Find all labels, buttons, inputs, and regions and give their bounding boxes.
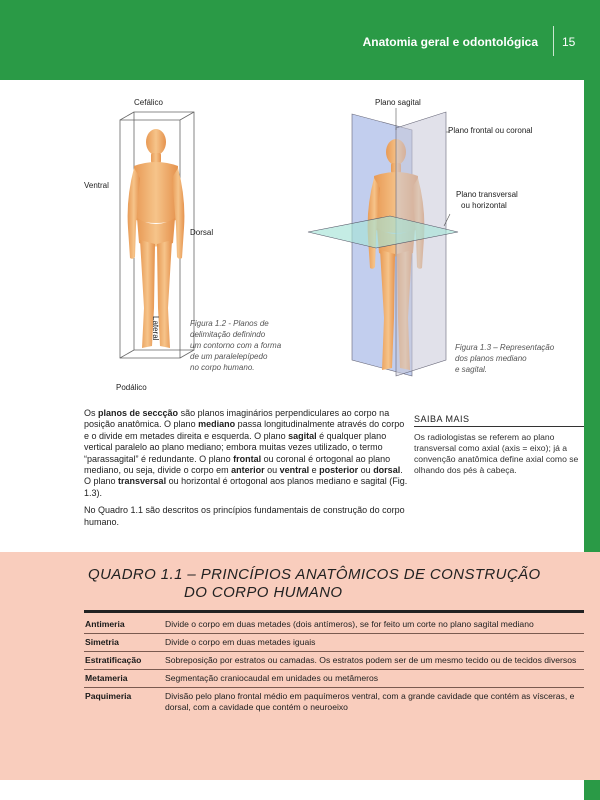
term-mediano: mediano [198, 419, 236, 430]
label-podalico: Podálico [116, 383, 147, 392]
quadro-title-line-2: DO CORPO HUMANO [184, 584, 343, 601]
row-description: Divide o corpo em duas metades (dois antímeros), se for feito um corte no plano sagital mediano [165, 616, 584, 634]
caption-line: delimitação definindo [190, 330, 266, 339]
row-description: Segmentação craniocaudal em unidades ou metâmeros [165, 670, 584, 688]
label-plano-transversal-2: ou horizontal [461, 201, 507, 210]
row-description: Divide o corpo em duas metades iguais [165, 634, 584, 652]
quadro-title-line-1: QUADRO 1.1 – PRINCÍPIOS ANATÔMICOS DE CONSTRUÇÃO [88, 566, 541, 583]
body-text [84, 408, 410, 534]
label-dorsal: Dorsal [190, 228, 214, 237]
table-row [84, 670, 584, 688]
paragraph-quadro-ref: No Quadro 1.1 são descritos os princípios fundamentais de construção do corpo humano. [84, 505, 405, 527]
text-run: é qualquer plano vertical paralelo ao plano mediano; embora muitas vezes utilizado, o termo “parassagital” é redundante. O plano [84, 430, 387, 464]
row-term: Metameria [84, 670, 165, 688]
quadro-title [88, 566, 541, 602]
row-description: Divisão pelo plano frontal médio em paquímeros ventral, com a grande cavidade que contém as vísceras, e dorsal, com a cavidade que contém o neuroeixo [165, 691, 575, 712]
row-term: Estratificação [84, 652, 165, 670]
text-run: ou coronal é ortogonal ao plano mediano, ou seja, divide o corpo em [84, 453, 391, 476]
paragraph-planos [84, 408, 410, 499]
figure-1-3-caption [455, 342, 554, 375]
text-run: são planos imaginários perpendiculares ao corpo na posição anatômica. O plano [84, 408, 390, 430]
page-number: 15 [562, 35, 576, 49]
caption-line: e sagital. [455, 365, 488, 374]
text-run: Os [84, 408, 99, 418]
term-frontal: frontal [233, 453, 262, 464]
caption-line: de um paralelepípedo [190, 352, 268, 361]
label-ventral: Ventral [84, 181, 109, 190]
row-term: Antimeria [84, 616, 165, 634]
term-planos-de-seccao: planos de seccção [98, 408, 179, 418]
chapter-title: Anatomia geral e odontológica [362, 35, 538, 49]
text-run: ou [264, 465, 280, 476]
table-row [84, 688, 584, 717]
text-run: passa longitudinalmente através do corpo e o divide em metades direita e esquerda. O plano [84, 419, 405, 441]
term-posterior: posterior [319, 465, 359, 476]
caption-line: Figura 1.2 - Planos de [190, 319, 269, 328]
term-transversal: transversal [118, 476, 167, 487]
saiba-mais-text: Os radiologistas se referem ao plano transversal como axial (axis = eixo); já a convenção anatômica define axial como se olhando dos pés à cabeça. [414, 432, 579, 475]
label-plano-transversal: Plano transversal [456, 190, 518, 199]
row-term: Paquimeria [85, 691, 132, 701]
caption-line: no corpo humano. [190, 363, 255, 372]
table-row [84, 634, 584, 652]
text-run: . O plano [84, 465, 403, 487]
header-divider [553, 26, 554, 56]
caption-line: dos planos mediano [455, 354, 527, 363]
text-run: e [309, 465, 320, 476]
term-sagital: sagital [288, 430, 317, 441]
table-row [84, 616, 584, 634]
term-dorsal: dorsal [373, 465, 401, 476]
quadro-top-rule [84, 610, 584, 613]
term-anterior: anterior [231, 465, 265, 476]
figure-1-3-illustration [300, 108, 460, 384]
text-run: ou [358, 465, 374, 476]
text-run: ou horizontal é ortogonal aos planos mediano e sagital (Fig. 1.3). [84, 476, 408, 498]
saiba-mais-divider [414, 426, 584, 427]
table-row [84, 652, 584, 670]
label-plano-frontal: Plano frontal ou coronal [448, 126, 533, 135]
row-description: Sobreposição por estratos ou camadas. Os estratos podem ser de um mesmo tecido ou de tecidos diversos [165, 652, 584, 670]
saiba-mais-title: SAIBA MAIS [414, 414, 470, 424]
figure-1-2-caption [190, 318, 281, 373]
caption-line: um contorno com a forma [190, 341, 282, 350]
term-ventral: ventral [279, 465, 310, 476]
label-cefalico: Cefálico [134, 98, 163, 107]
quadro-table [84, 616, 584, 716]
row-term: Simetria [84, 634, 165, 652]
label-plano-sagital: Plano sagital [375, 98, 421, 107]
caption-line: Figura 1.3 – Representação [455, 343, 555, 352]
label-lateral: Lateral [151, 316, 160, 341]
